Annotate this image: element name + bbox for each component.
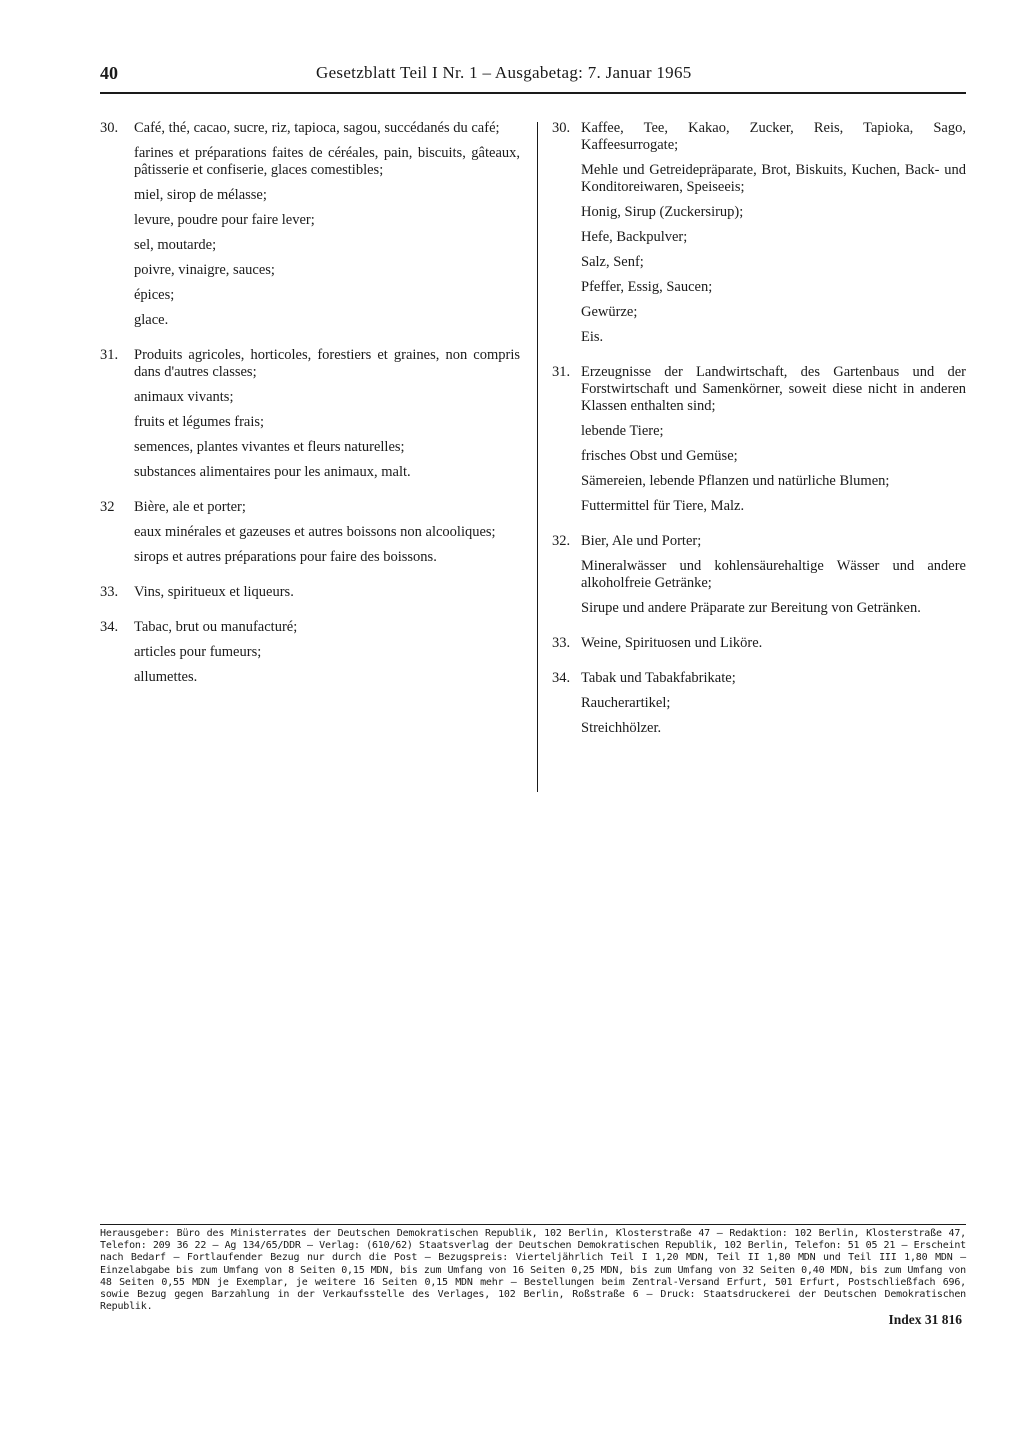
goods-item: Café, thé, cacao, sucre, riz, tapioca, sagou, succédanés du café; [134,120,500,136]
page-header [100,63,966,91]
class-number: 31. [552,364,571,380]
class-entry [100,584,520,601]
goods-item: Weine, Spirituosen und Liköre. [581,635,763,651]
goods-item: farines et préparations faites de céréales, pain, biscuits, gâteaux, pâtisserie et confiserie, glaces comestibles; [134,145,520,178]
class-entry [550,670,966,737]
class-number: 33. [552,635,571,651]
index-number: Index 31 816 [888,1312,962,1327]
class-entry [100,619,520,686]
page-number: 40 [100,63,118,83]
class-items [134,347,520,481]
class-number: 30. [552,120,571,136]
class-number: 30. [100,120,119,136]
class-entry [550,364,966,515]
goods-item: Streichhölzer. [581,720,662,736]
goods-item: Sämereien, lebende Pflanzen und natürliche Blumen; [581,473,890,489]
goods-item: Honig, Sirup (Zuckersirup); [581,204,744,220]
goods-item: Tabak und Tabakfabrikate; [581,670,736,686]
class-number: 32. [552,533,571,549]
goods-item: Bier, Ale und Porter; [581,533,702,549]
goods-item: Sirupe und andere Präparate zur Bereitung von Getränken. [581,600,921,616]
goods-item: Erzeugnisse der Landwirtschaft, des Gartenbaus und der Forstwirtschaft und Samenkörner, soweit diese nicht in anderen Klassen enthalten sind; [581,364,966,414]
class-items [581,635,966,652]
class-number: 32 [100,499,115,515]
goods-item: Mineralwässer und kohlensäurehaltige Wässer und andere alkoholfreie Getränke; [581,558,966,591]
goods-item: Pfeffer, Essig, Saucen; [581,279,713,295]
goods-item: épices; [134,287,175,303]
class-entry [100,347,520,481]
goods-item: Vins, spiritueux et liqueurs. [134,584,294,600]
goods-item: Futtermittel für Tiere, Malz. [581,498,745,514]
class-number: 33. [100,584,119,600]
goods-item: Gewürze; [581,304,638,320]
class-entry [550,635,966,652]
goods-item: Salz, Senf; [581,254,644,270]
goods-item: Tabac, brut ou manufacturé; [134,619,298,635]
goods-item: poivre, vinaigre, sauces; [134,262,275,278]
class-items [134,584,520,601]
goods-item: Kaffee, Tee, Kakao, Zucker, Reis, Tapioka, Sago, Kaffeesurrogate; [581,120,966,153]
column-divider [537,122,538,792]
class-entry [100,120,520,329]
goods-item: glace. [134,312,169,328]
page-title: Gesetzblatt Teil I Nr. 1 – Ausgabetag: 7. Januar 1965 [316,63,692,82]
goods-item: animaux vivants; [134,389,234,405]
class-items [134,619,520,686]
imprint: Herausgeber: Büro des Ministerrates der Deutschen Demokratischen Republik, 102 Berlin, Klosterstraße 47 – Redaktion: 102 Berlin, Klosterstraße 47, Telefon: 209 36 22 – Ag 134/65/DDR – Verlag: (610/62) Staatsverlag der Deutschen Demokratischen Republik, 102 Berlin, Telefon: 51 05 21 – Erscheint nach Bedarf – Fortlaufender Bezug nur durch die Post – Bezugspreis: Vierteljährlich Teil I 1,20 MDN, Teil II 1,80 MDN und Teil III 1,80 MDN – Einzelabgabe bis zum Umfang von 8 Seiten 0,15 MDN, bis zum Umfang von 16 Seiten 0,25 MDN, bis zum Umfang von 32 Seiten 0,40 MDN, bis zum Umfang von 48 Seiten 0,55 MDN je Exemplar, je weitere 16 Seiten 0,15 MDN mehr – Bestellungen beim Zentral-Versand Erfurt, 501 Erfurt, Postschließfach 696, sowie Bezug gegen Barzahlung in der Verkaufsstelle des Verlages, 102 Berlin, Roßstraße 6 – Druck: Staatsdruckerei der Deutschen Demokratischen Republik. [100,1224,966,1313]
class-items [581,533,966,617]
goods-item: sel, moutarde; [134,237,217,253]
class-number: 34. [552,670,571,686]
class-entry [550,120,966,346]
goods-item: Hefe, Backpulver; [581,229,688,245]
class-items [134,499,520,566]
class-number: 34. [100,619,119,635]
class-items [581,120,966,346]
goods-item: lebende Tiere; [581,423,664,439]
goods-item: Produits agricoles, horticoles, forestiers et graines, non compris dans d'autres classes; [134,347,520,380]
goods-item: allumettes. [134,669,198,685]
goods-item: semences, plantes vivantes et fleurs naturelles; [134,439,405,455]
goods-item: eaux minérales et gazeuses et autres boissons non alcooliques; [134,524,496,540]
class-entry [100,499,520,566]
goods-item: Eis. [581,329,604,345]
goods-item: substances alimentaires pour les animaux, malt. [134,464,411,480]
german-column [550,120,966,755]
goods-item: levure, poudre pour faire lever; [134,212,315,228]
goods-item: fruits et légumes frais; [134,414,265,430]
class-number: 31. [100,347,119,363]
class-items [581,364,966,515]
class-items [134,120,520,329]
header-rule [100,92,966,94]
french-column [100,120,520,704]
goods-item: Bière, ale et porter; [134,499,246,515]
goods-item: articles pour fumeurs; [134,644,262,660]
goods-item: Raucherartikel; [581,695,671,711]
goods-item: frisches Obst und Gemüse; [581,448,738,464]
class-entry [550,533,966,617]
goods-item: sirops et autres préparations pour faire des boissons. [134,549,437,565]
goods-item: miel, sirop de mélasse; [134,187,267,203]
goods-item: Mehle und Getreidepräparate, Brot, Biskuits, Kuchen, Back- und Konditoreiwaren, Speiseeis; [581,162,966,195]
class-items [581,670,966,737]
